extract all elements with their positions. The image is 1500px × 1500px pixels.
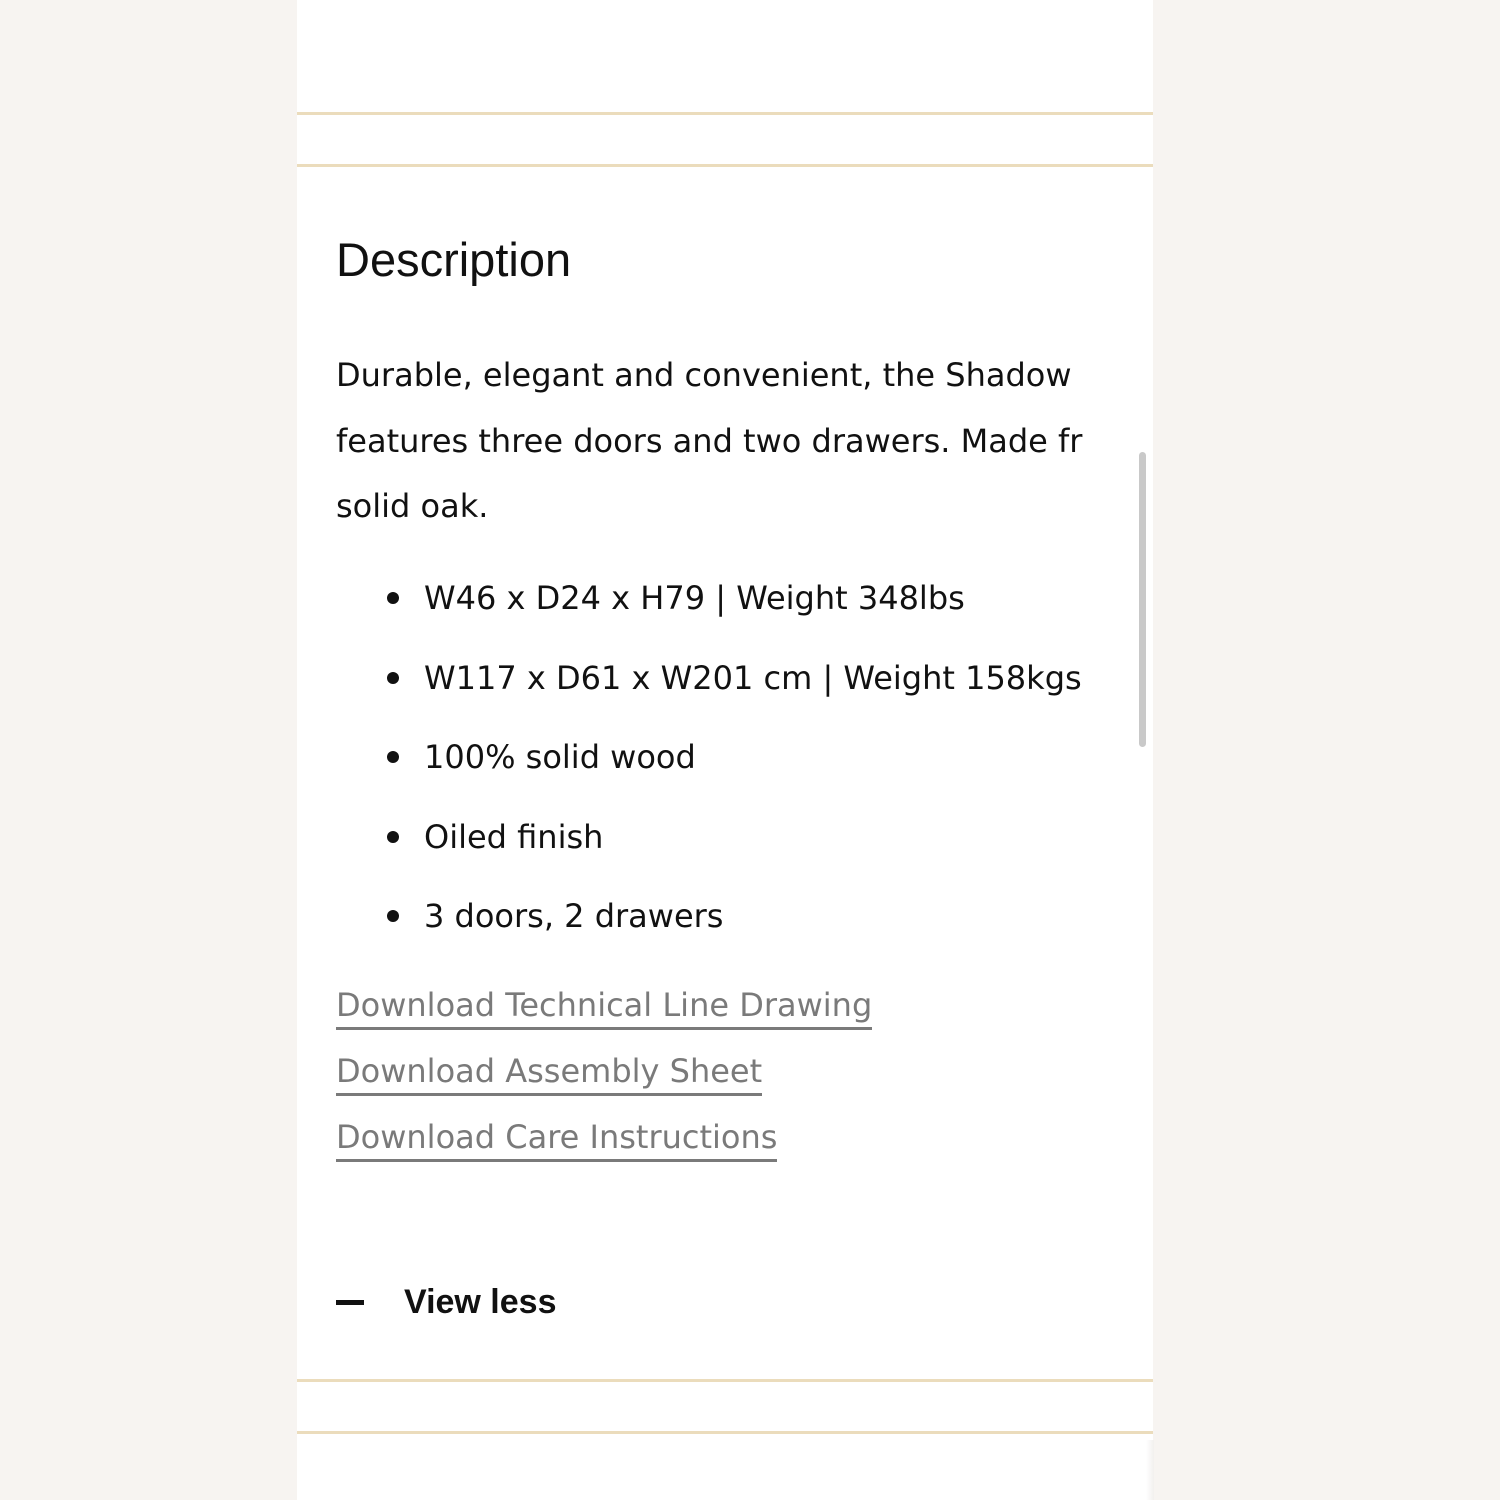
spec-list (336, 565, 1082, 963)
bullet-icon (387, 672, 399, 684)
panel-edge-shade (1146, 1440, 1154, 1500)
bullet-icon (387, 831, 399, 843)
download-assembly-sheet-link[interactable]: Download Assembly Sheet (336, 1049, 762, 1096)
divider-top-1 (297, 112, 1153, 115)
divider-bottom-1 (297, 1379, 1153, 1382)
spec-item: W46 x D24 x H79 | Weight 348lbs (336, 565, 1082, 645)
description-line: Durable, elegant and convenient, the Shadow (336, 356, 1072, 394)
download-care-instructions-link[interactable]: Download Care Instructions (336, 1115, 777, 1162)
product-details-panel (297, 0, 1153, 1500)
description-line: solid oak. (336, 487, 489, 525)
divider-top-2 (297, 164, 1153, 167)
downloads-list (336, 983, 872, 1181)
description-heading: Description (336, 233, 572, 286)
bullet-icon (387, 910, 399, 922)
minus-icon (336, 1300, 364, 1305)
bullet-icon (387, 592, 399, 604)
divider-bottom-2 (297, 1431, 1153, 1434)
download-technical-drawing-link[interactable]: Download Technical Line Drawing (336, 983, 872, 1030)
scrollbar-thumb[interactable] (1139, 452, 1146, 747)
spec-item: Oiled finish (336, 804, 1082, 884)
bullet-icon (387, 751, 399, 763)
spec-item: 100% solid wood (336, 724, 1082, 804)
view-less-label: View less (404, 1282, 557, 1321)
spec-item: W117 x D61 x W201 cm | Weight 158kgs (336, 645, 1082, 725)
description-line: features three doors and two drawers. Made fr (336, 421, 1083, 460)
spec-item: 3 doors, 2 drawers (336, 883, 1082, 963)
view-less-button[interactable] (336, 1278, 557, 1326)
description-text (336, 343, 1153, 540)
